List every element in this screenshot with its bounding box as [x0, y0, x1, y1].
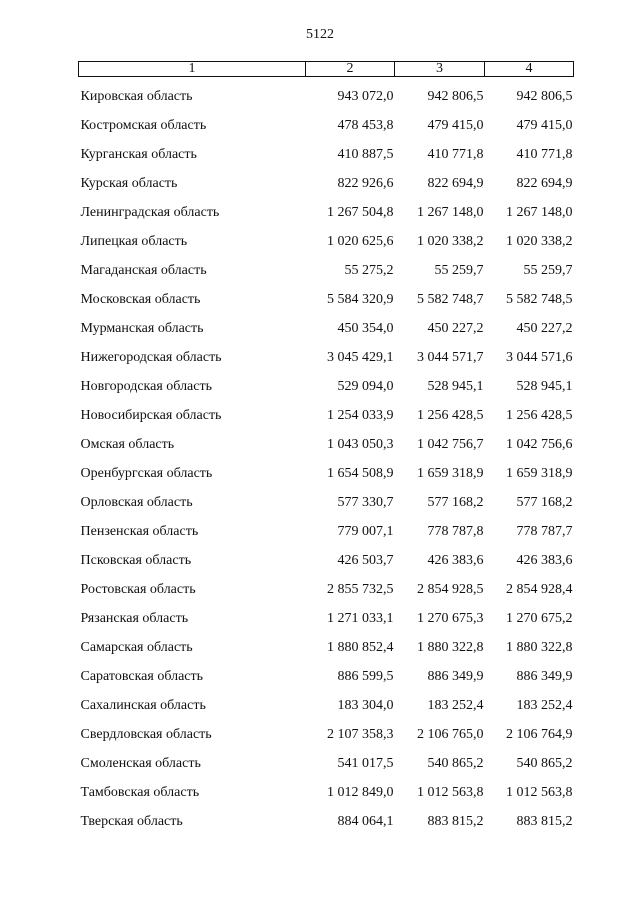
region-name-cell: Самарская область	[80, 640, 193, 655]
value-cell-col-4: 540 865,2	[516, 756, 573, 771]
region-name-cell: Мурманская область	[80, 321, 204, 336]
value-cell-col-2: 943 072,0	[337, 89, 394, 104]
region-name-cell: Омская область	[80, 437, 175, 452]
value-cell-col-4: 2 106 764,9	[506, 727, 573, 742]
value-cell-col-3: 1 267 148,0	[417, 205, 484, 220]
value-cell-col-4: 183 252,4	[516, 698, 573, 713]
region-name-cell: Ростовская область	[80, 582, 196, 597]
value-cell-col-2: 2 107 358,3	[327, 727, 394, 742]
value-cell-col-2: 478 453,8	[337, 118, 394, 133]
column-header-4: 4	[485, 62, 574, 77]
region-name-cell: Курганская область	[80, 147, 197, 162]
table-row	[79, 343, 574, 372]
value-cell-col-4: 822 694,9	[516, 176, 573, 191]
value-cell-col-4: 942 806,5	[516, 89, 573, 104]
value-cell-col-3: 1 880 322,8	[417, 640, 484, 655]
region-name-cell: Сахалинская область	[80, 698, 206, 713]
value-cell-col-4: 778 787,7	[516, 524, 573, 539]
region-name-cell: Саратовская область	[80, 669, 204, 684]
table-row	[79, 749, 574, 778]
table-row	[79, 691, 574, 720]
table-row	[79, 488, 574, 517]
value-cell-col-2: 884 064,1	[337, 814, 394, 829]
value-cell-col-4: 1 659 318,9	[506, 466, 573, 481]
value-cell-col-3: 5 582 748,7	[417, 292, 484, 307]
value-cell-col-4: 1 042 756,6	[506, 437, 573, 452]
value-cell-col-4: 450 227,2	[516, 321, 573, 336]
value-cell-col-2: 5 584 320,9	[327, 292, 394, 307]
value-cell-col-3: 3 044 571,7	[417, 350, 484, 365]
value-cell-col-4: 410 771,8	[516, 147, 573, 162]
table-row	[79, 198, 574, 227]
value-cell-col-2: 1 267 504,8	[327, 205, 394, 220]
region-name-cell: Кировская область	[80, 89, 193, 104]
table-row	[79, 285, 574, 314]
value-cell-col-2: 541 017,5	[337, 756, 394, 771]
table-header	[79, 62, 574, 77]
column-header-1: 1	[79, 62, 306, 77]
value-cell-col-4: 479 415,0	[516, 118, 573, 133]
value-cell-col-3: 942 806,5	[427, 89, 484, 104]
region-name-cell: Орловская область	[80, 495, 193, 510]
region-name-cell: Липецкая область	[80, 234, 188, 249]
table-row	[79, 77, 574, 112]
region-name-cell: Московская область	[80, 292, 201, 307]
value-cell-col-2: 1 043 050,3	[327, 437, 394, 452]
region-name-cell: Тверская область	[80, 814, 183, 829]
region-name-cell: Тамбовская область	[80, 785, 200, 800]
table-row	[79, 807, 574, 836]
value-cell-col-3: 528 945,1	[427, 379, 484, 394]
value-cell-col-3: 1 020 338,2	[417, 234, 484, 249]
value-cell-col-2: 410 887,5	[337, 147, 394, 162]
value-cell-col-4: 528 945,1	[516, 379, 573, 394]
table-row	[79, 169, 574, 198]
table-row	[79, 430, 574, 459]
table-row	[79, 662, 574, 691]
table-row	[79, 517, 574, 546]
value-cell-col-4: 55 259,7	[523, 263, 573, 278]
value-cell-col-3: 426 383,6	[427, 553, 484, 568]
region-name-cell: Курская область	[80, 176, 178, 191]
value-cell-col-2: 2 855 732,5	[327, 582, 394, 597]
value-cell-col-3: 1 042 756,7	[417, 437, 484, 452]
table-row	[79, 140, 574, 169]
table-row	[79, 401, 574, 430]
value-cell-col-4: 3 044 571,6	[506, 350, 573, 365]
value-cell-col-3: 1 270 675,3	[417, 611, 484, 626]
value-cell-col-3: 886 349,9	[427, 669, 484, 684]
value-cell-col-3: 183 252,4	[427, 698, 484, 713]
region-name-cell: Свердловская область	[80, 727, 212, 742]
value-cell-col-3: 450 227,2	[427, 321, 484, 336]
value-cell-col-3: 577 168,2	[427, 495, 484, 510]
value-cell-col-3: 822 694,9	[427, 176, 484, 191]
value-cell-col-2: 1 020 625,6	[327, 234, 394, 249]
table-row	[79, 314, 574, 343]
region-name-cell: Смоленская область	[80, 756, 201, 771]
table-row	[79, 459, 574, 488]
value-cell-col-3: 540 865,2	[427, 756, 484, 771]
region-name-cell: Пензенская область	[80, 524, 199, 539]
table-row	[79, 604, 574, 633]
table-row	[79, 633, 574, 662]
value-cell-col-4: 1 270 675,2	[506, 611, 573, 626]
value-cell-col-2: 1 880 852,4	[327, 640, 394, 655]
value-cell-col-4: 886 349,9	[516, 669, 573, 684]
value-cell-col-2: 55 275,2	[344, 263, 394, 278]
value-cell-col-2: 1 012 849,0	[327, 785, 394, 800]
value-cell-col-4: 2 854 928,4	[506, 582, 573, 597]
region-name-cell: Псковская область	[80, 553, 192, 568]
value-cell-col-3: 778 787,8	[427, 524, 484, 539]
value-cell-col-2: 183 304,0	[337, 698, 394, 713]
value-cell-col-2: 3 045 429,1	[327, 350, 394, 365]
value-cell-col-2: 1 654 508,9	[327, 466, 394, 481]
region-name-cell: Ленинградская область	[80, 205, 220, 220]
value-cell-col-4: 577 168,2	[516, 495, 573, 510]
value-cell-col-2: 779 007,1	[337, 524, 394, 539]
value-cell-col-2: 426 503,7	[337, 553, 394, 568]
value-cell-col-2: 450 354,0	[337, 321, 394, 336]
table-body	[79, 77, 574, 837]
value-cell-col-2: 1 254 033,9	[327, 408, 394, 423]
table-row	[79, 111, 574, 140]
column-header-2: 2	[306, 62, 395, 77]
table-row	[79, 372, 574, 401]
table-row	[79, 720, 574, 749]
regions-table	[78, 61, 574, 836]
value-cell-col-4: 1 880 322,8	[506, 640, 573, 655]
value-cell-col-4: 426 383,6	[516, 553, 573, 568]
value-cell-col-4: 1 012 563,8	[506, 785, 573, 800]
value-cell-col-3: 479 415,0	[427, 118, 484, 133]
column-header-3: 3	[395, 62, 485, 77]
value-cell-col-3: 410 771,8	[427, 147, 484, 162]
value-cell-col-3: 2 854 928,5	[417, 582, 484, 597]
value-cell-col-4: 1 256 428,5	[506, 408, 573, 423]
value-cell-col-3: 883 815,2	[427, 814, 484, 829]
region-name-cell: Новосибирская область	[80, 408, 222, 423]
value-cell-col-4: 1 020 338,2	[506, 234, 573, 249]
table-row	[79, 575, 574, 604]
value-cell-col-3: 1 012 563,8	[417, 785, 484, 800]
value-cell-col-4: 5 582 748,5	[506, 292, 573, 307]
header-row	[79, 62, 574, 77]
table-row	[79, 227, 574, 256]
value-cell-col-3: 55 259,7	[434, 263, 484, 278]
page-number: 5122	[306, 27, 334, 42]
table-row	[79, 546, 574, 575]
region-name-cell: Оренбургская область	[80, 466, 213, 481]
value-cell-col-3: 2 106 765,0	[417, 727, 484, 742]
value-cell-col-2: 822 926,6	[337, 176, 394, 191]
value-cell-col-2: 577 330,7	[337, 495, 394, 510]
value-cell-col-4: 1 267 148,0	[506, 205, 573, 220]
value-cell-col-4: 883 815,2	[516, 814, 573, 829]
region-name-cell: Нижегородская область	[80, 350, 222, 365]
value-cell-col-2: 1 271 033,1	[327, 611, 394, 626]
region-name-cell: Костромская область	[80, 118, 207, 133]
value-cell-col-2: 529 094,0	[337, 379, 394, 394]
table-row	[79, 778, 574, 807]
value-cell-col-3: 1 659 318,9	[417, 466, 484, 481]
value-cell-col-2: 886 599,5	[337, 669, 394, 684]
region-name-cell: Рязанская область	[80, 611, 189, 626]
table-row	[79, 256, 574, 285]
value-cell-col-3: 1 256 428,5	[417, 408, 484, 423]
region-name-cell: Новгородская область	[80, 379, 212, 394]
region-name-cell: Магаданская область	[80, 263, 207, 278]
